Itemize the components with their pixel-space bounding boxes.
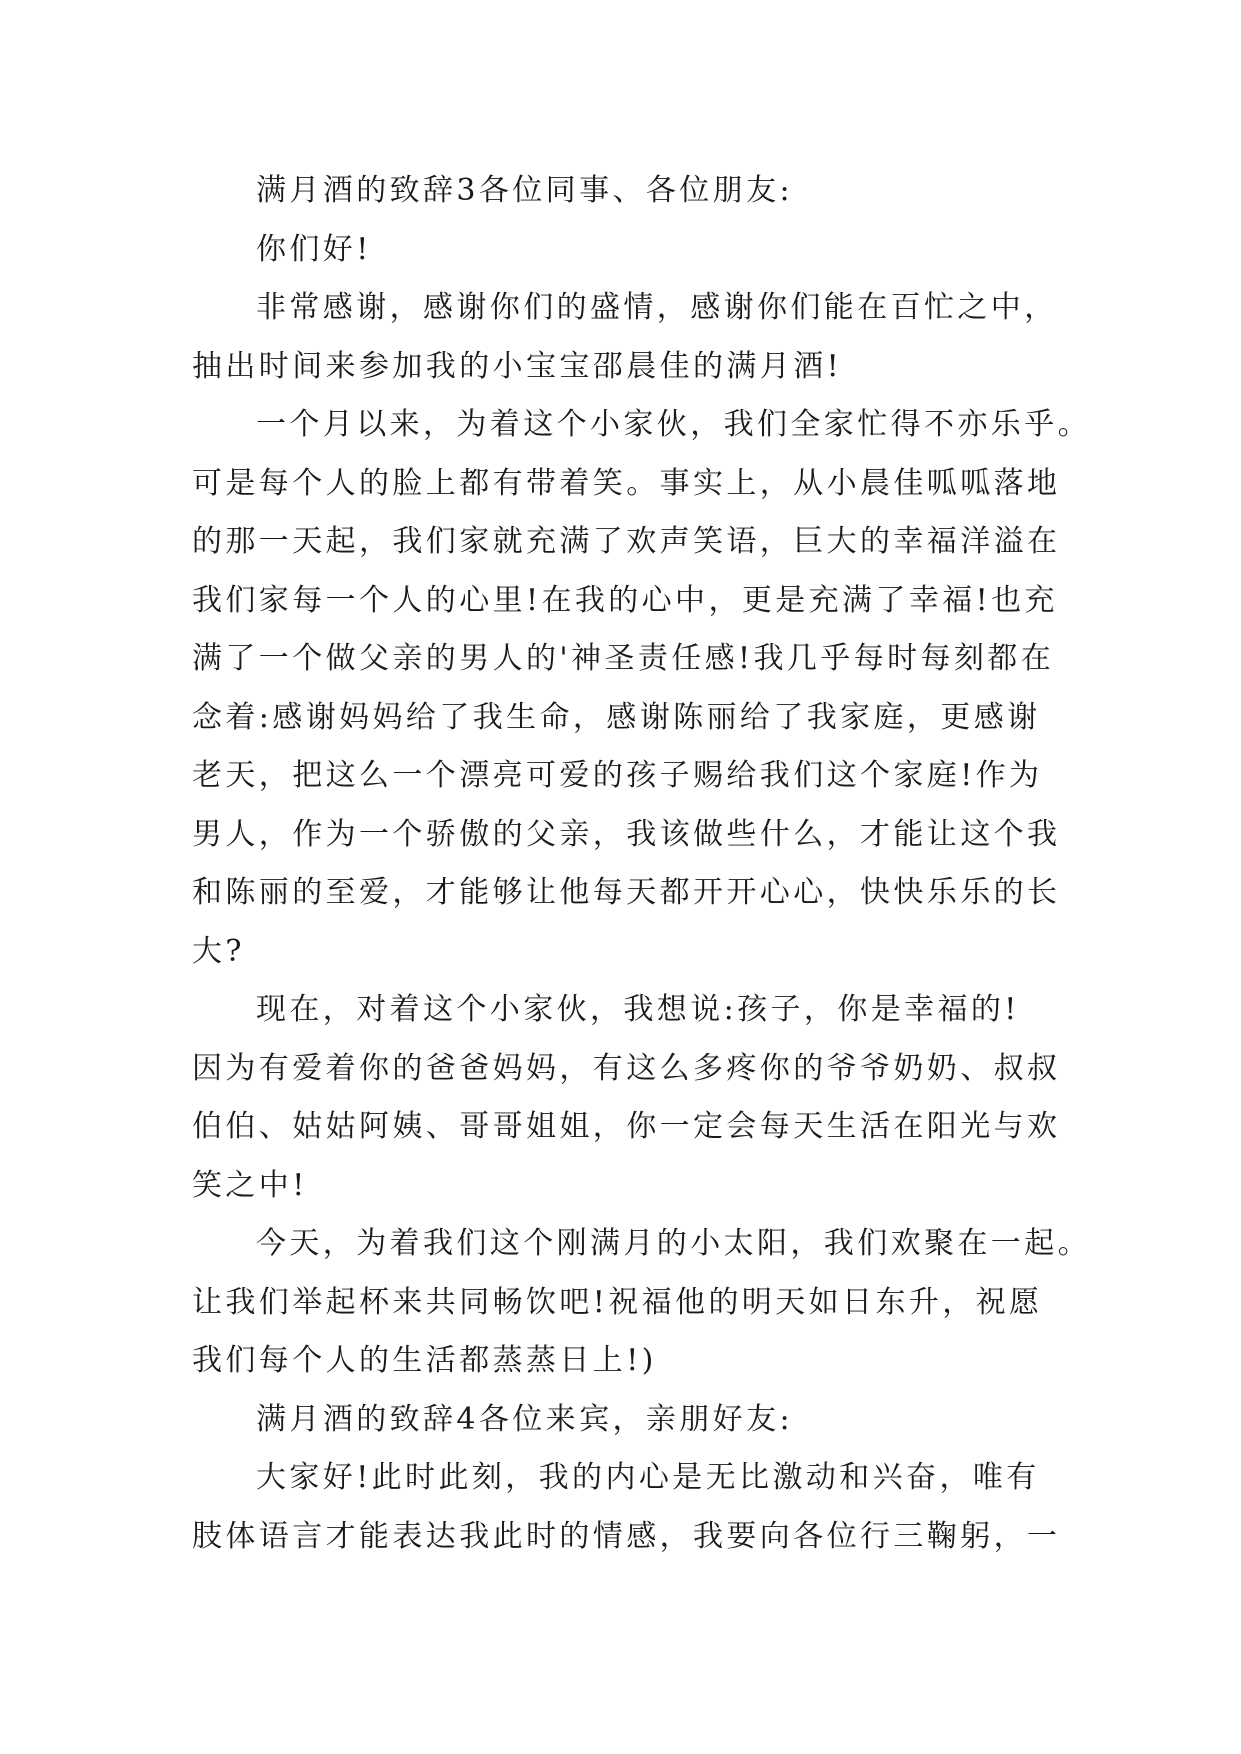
text-line: 今天，为着我们这个刚满月的小太阳，我们欢聚在一起。 (256, 1226, 1091, 1261)
text-line: 伯伯、姑姑阿姨、哥哥姐姐，你一定会每天生活在阳光与欢 (192, 1109, 1061, 1144)
text-line: 肢体语言才能表达我此时的情感，我要向各位行三鞠躬，一 (192, 1518, 1061, 1554)
text-line: 念着:感谢妈妈给了我生命，感谢陈丽给了我家庭，更感谢 (192, 699, 1041, 735)
text-line: 非常感谢，感谢你们的盛情，感谢你们能在百忙之中， (256, 290, 1058, 325)
text-line: 抽出时间来参加我的小宝宝邵晨佳的满月酒! (192, 348, 843, 384)
text-line: 一个月以来，为着这个小家伙，我们全家忙得不亦乐乎。 (256, 407, 1091, 442)
text-line: 笑之中! (192, 1167, 308, 1203)
text-line: 老天，把这么一个漂亮可爱的孩子赐给我们这个家庭!作为 (192, 758, 1043, 793)
text-line: 的那一天起，我们家就充满了欢声笑语，巨大的幸福洋溢在 (192, 524, 1061, 559)
text-line: 我们每个人的生活都蒸蒸日上!) (192, 1343, 657, 1378)
text-line: 满月酒的致辞3各位同事、各位朋友: (256, 173, 793, 208)
text-line: 让我们举起杯来共同畅饮吧!祝福他的明天如日东升，祝愿 (192, 1284, 1043, 1320)
text-line: 男人，作为一个骄傲的父亲，我该做些什么，才能让这个我 (192, 816, 1061, 852)
text-line: 可是每个人的脸上都有带着笑。事实上，从小晨佳呱呱落地 (192, 465, 1061, 501)
text-line: 满月酒的致辞4各位来宾，亲朋好友: (256, 1401, 793, 1437)
text-line: 和陈丽的至爱，才能够让他每天都开开心心，快快乐乐的长 (192, 875, 1061, 910)
text-line: 满了一个做父亲的男人的'神圣责任感!我几乎每时每刻都在 (192, 641, 1055, 676)
text-line: 大? (192, 933, 245, 969)
text-line: 现在，对着这个小家伙，我想说:孩子，你是幸福的! (256, 992, 1020, 1027)
document-body (192, 162, 1091, 1566)
text-line: 大家好!此时此刻，我的内心是无比激动和兴奋，唯有 (256, 1460, 1040, 1495)
text-line: 你们好! (256, 231, 372, 267)
text-line: 我们家每一个人的心里!在我的心中，更是充满了幸福!也充 (192, 582, 1058, 618)
text-line: 因为有爱着你的爸爸妈妈，有这么多疼你的爷爷奶奶、叔叔 (192, 1050, 1061, 1086)
